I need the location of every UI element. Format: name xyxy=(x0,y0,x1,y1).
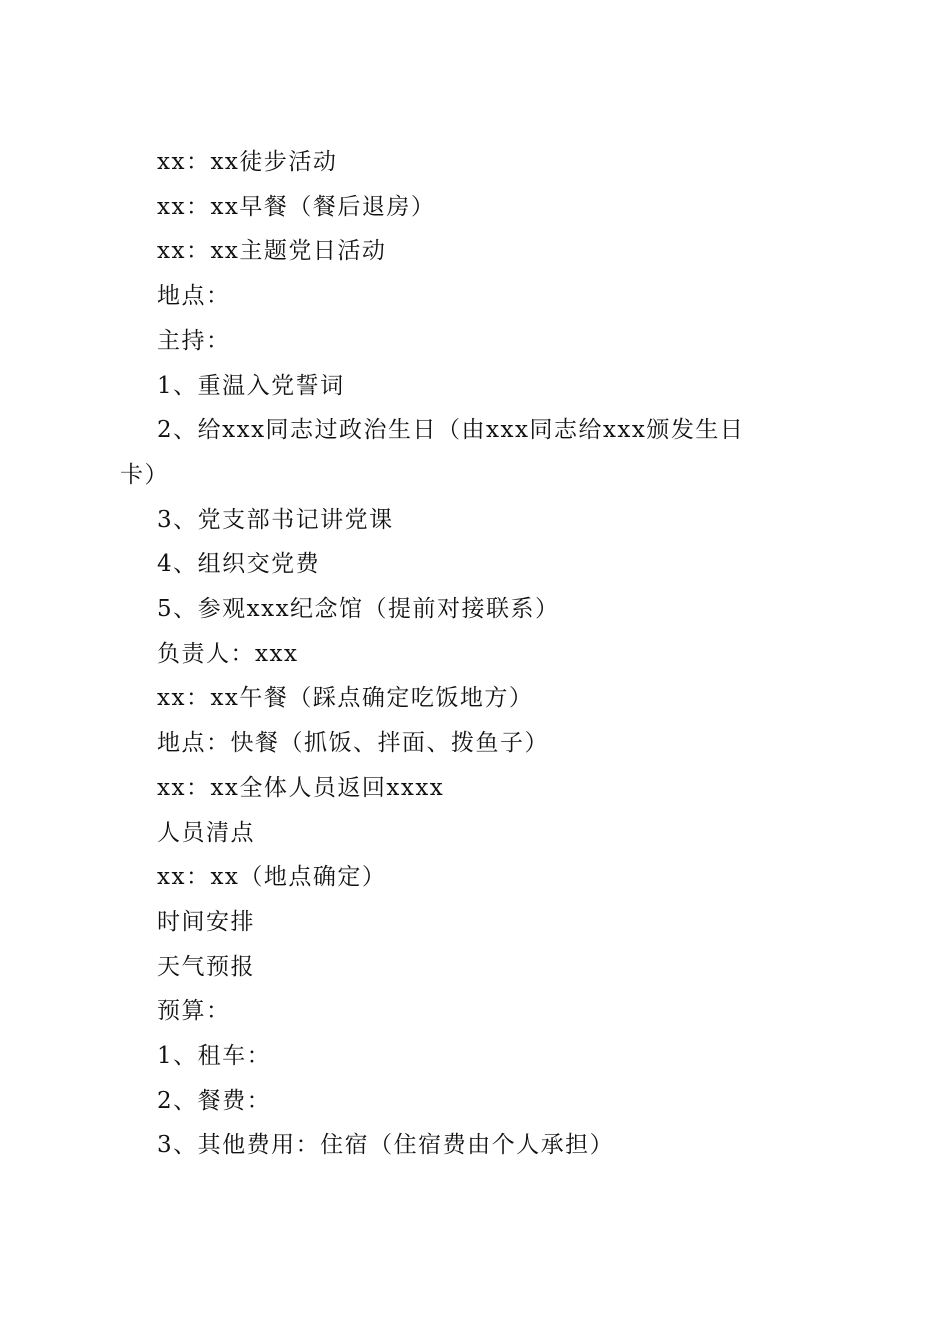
budget-item-rental: 1、租车： xyxy=(157,1043,272,1070)
schedule-location-tbd: xx：xx（地点确定） xyxy=(157,864,387,891)
document-body xyxy=(120,140,830,1168)
lunch-location: 地点：快餐（抓饭、拌面、拨鱼子） xyxy=(157,730,549,757)
agenda-item-2: 2、给xxx同志过政治生日（由xxx同志给xxx颁发生日 xyxy=(157,417,745,444)
time-arrangement: 时间安排 xyxy=(157,908,255,935)
agenda-item-5: 5、参观xxx纪念馆（提前对接联系） xyxy=(157,596,560,623)
agenda-item-2-continued: 卡） xyxy=(120,461,169,488)
host-label: 主持： xyxy=(157,327,231,354)
budget-item-meals: 2、餐费： xyxy=(157,1087,272,1114)
agenda-item-3: 3、党支部书记讲党课 xyxy=(157,506,394,533)
headcount: 人员清点 xyxy=(157,819,255,846)
schedule-lunch: xx：xx午餐（踩点确定吃饭地方） xyxy=(157,685,534,712)
agenda-item-1: 1、重温入党誓词 xyxy=(157,372,345,399)
schedule-breakfast: xx：xx早餐（餐后退房） xyxy=(157,193,436,220)
agenda-item-4: 4、组织交党费 xyxy=(157,551,321,578)
location-label: 地点： xyxy=(157,283,231,310)
schedule-party-day: xx：xx主题党日活动 xyxy=(157,238,387,265)
person-in-charge: 负责人：xxx xyxy=(157,640,299,667)
budget-label: 预算： xyxy=(157,998,231,1025)
schedule-return: xx：xx全体人员返回xxxx xyxy=(157,774,445,801)
weather-forecast: 天气预报 xyxy=(157,953,255,980)
schedule-hiking: xx：xx徒步活动 xyxy=(157,149,338,175)
budget-item-other: 3、其他费用：住宿（住宿费由个人承担） xyxy=(157,1132,615,1159)
